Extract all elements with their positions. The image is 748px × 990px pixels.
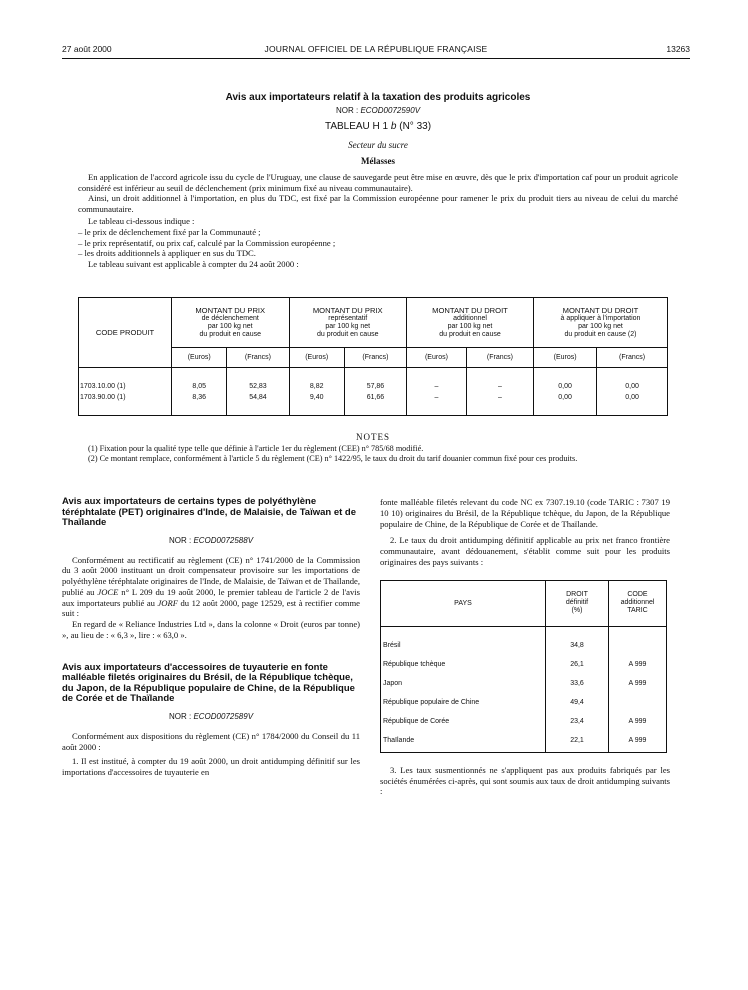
value: 8,82 [309, 382, 324, 390]
value: – [497, 393, 502, 401]
avis1-list-intro: Le tableau ci-dessous indique : [88, 216, 195, 227]
avis1-list-item: – le prix de déclenchement fixé par la Communauté ; [78, 226, 261, 237]
avis1-applicable: Le tableau suivant est applicable à compter du 24 août 2000 : [88, 258, 299, 269]
nor-label: NOR : [335, 106, 359, 115]
value: 0,00 [625, 382, 639, 390]
group-title: MONTANT DU PRIX [312, 306, 383, 315]
unit-francs: (Francs) [466, 348, 533, 368]
avis3-paragraph: 2. Le taux du droit antidumping définitif applicable au prix net franco frontière communautaire, avant dédouanement, s'établit comme suit pour les produits originaires des pays suivants : [380, 535, 670, 567]
code-value: A 999 [628, 717, 647, 725]
value-cell [407, 368, 467, 416]
group-sub: de déclenchement par 100 kg net du produit en cause [199, 315, 261, 338]
product-code: 1703.10.00 (1) [80, 382, 126, 390]
pays-row [383, 655, 543, 674]
value-cell [534, 368, 597, 416]
avis3-paragraph: fonte malléable filetés relevant du code NC ex 7307.19.10 (code TARIC : 7307 19 10 10) originaires du Brésil, de la République tchèque, du Japon, de la République populaire de Chine, de la République de Corée et de Thaïlande. [380, 497, 670, 529]
code-cell [79, 368, 172, 416]
text: du 12 août 2000, page 12529, est à rectifier comme suit : [62, 597, 360, 619]
notes-title: NOTES [356, 432, 390, 442]
avis3-paragraph: 3. Les taux susmentionnés ne s'appliquent pas aux produits fabriqués par les sociétés énumérées ci-après, qui sont soumis aux taux de droit antidumping suivants : [380, 764, 670, 797]
avis3-paragraph: Conformément aux dispositions du règlement (CE) n° 1784/2000 du Conseil du 11 août 2000 : [62, 730, 360, 752]
header-date: 27 août 2000 [62, 44, 112, 54]
pays-header [381, 580, 546, 626]
right-column [380, 497, 670, 797]
value-cell [172, 368, 227, 416]
code-header-label: CODE PRODUIT [95, 328, 155, 337]
header-label: CODE [627, 591, 648, 599]
value: 0,00 [558, 382, 572, 390]
value: 8,05 [192, 382, 207, 390]
avis1-product: Mélasses [361, 156, 395, 166]
value-cell [466, 368, 533, 416]
value-cell [344, 368, 406, 416]
group-title: MONTANT DU DROIT [562, 306, 639, 315]
table-title-b: b [390, 121, 397, 132]
droit-cell [546, 626, 609, 752]
unit-francs: (Francs) [344, 348, 406, 368]
header-label: définitif [565, 599, 589, 607]
text: n° L 209 du 19 août 2000, le premier tableau de l'article 2 de l'avis aux importateurs publié au [62, 586, 360, 608]
value: 9,40 [309, 393, 324, 401]
header-label: (%) [571, 607, 583, 615]
value: 61,66 [366, 393, 385, 401]
pays-row [383, 693, 543, 712]
group-title: MONTANT DU DROIT [432, 306, 508, 315]
left-column [62, 497, 360, 778]
value: – [434, 382, 439, 390]
header-label: additionnel [620, 599, 655, 607]
header-page-number: 13263 [666, 44, 690, 54]
droit-header [546, 580, 609, 626]
unit-euros: (Euros) [407, 348, 467, 368]
code-header [609, 580, 667, 626]
avis1-nor [78, 106, 678, 115]
value: – [497, 382, 502, 390]
code-cell [609, 626, 667, 752]
avis3-paragraph: 1. Il est institué, à compter du 19 août 2000, un droit antidumping définitif sur les importations d'accessoires de tuyauterie en [62, 756, 360, 778]
avis1-paragraph: Ainsi, un droit additionnel à l'importation, en plus du TDC, est fixé par la Commission européenne pour ramener le prix du produit tiers au niveau de celui du marché communautaire. [78, 193, 678, 214]
code-value [611, 693, 664, 712]
avis1-table-title [78, 121, 678, 132]
pays-row [383, 636, 543, 655]
pays-name: République de Corée [383, 717, 450, 725]
header-label: TARIC [627, 607, 648, 615]
value-cell [289, 368, 344, 416]
pays-row [383, 712, 543, 731]
value: 54,84 [249, 393, 267, 401]
group-sub: représentatif par 100 kg net du produit en cause [317, 315, 379, 338]
pays-name: Japon [383, 679, 403, 687]
group-title: MONTANT DU PRIX [195, 306, 266, 315]
header-rule [62, 58, 690, 59]
price-table [78, 297, 668, 416]
text: Conformément au rectificatif au règlement (CE) n° 1741/2000 de la Commission du 3 août 2000 instituant un droit compensateur provisoire sur les importations de polyéthylène téréphtalate originaires de l'Inde, de Malaisie, de Taïwan et de Thaïlande, publié au [62, 554, 360, 597]
avis1-title: Avis aux importateurs relatif à la taxation des produits agricoles [225, 92, 531, 103]
nor-code: ECOD0072588V [193, 535, 254, 545]
avis1-list-item: – les droits additionnels à appliquer en sus du TDC. [78, 248, 256, 259]
group-header [289, 298, 407, 348]
product-code: 1703.90.00 (1) [80, 393, 126, 401]
unit-francs: (Francs) [227, 348, 289, 368]
avis2-title: Avis aux importateurs de certains types de polyéthylène téréphtalate (PET) originaires d'Inde, de Malaisie, de Taïwan et de Thaïlande [62, 496, 357, 528]
pays-row [383, 674, 543, 693]
avis3-title: Avis aux importateurs d'accessoires de tuyauterie en fonte malléable filetés originaires du Brésil, de la République tchèque, du Japon, de la République populaire de Chine, de la République de Corée et de Thaïlande [62, 661, 355, 705]
nor-label: NOR : [168, 711, 192, 721]
droit-value: 34,8 [570, 641, 584, 649]
value: 57,86 [366, 382, 385, 390]
avis2-paragraph: En regard de « Reliance Industries Ltd », dans la colonne « Droit (euros par tonne) », au lieu de : « 6,3 », lire : « 63,0 ». [62, 619, 360, 641]
avis-taxation-section [78, 92, 678, 269]
droit-value: 49,4 [570, 698, 584, 706]
code-value: A 999 [628, 660, 647, 668]
value: 52,83 [249, 382, 267, 390]
group-header [407, 298, 534, 348]
pays-name: Brésil [383, 641, 401, 649]
table-title-c: (N° 33) [396, 121, 432, 132]
value: – [434, 393, 439, 401]
unit-euros: (Euros) [172, 348, 227, 368]
group-sub: à appliquer à l'importation par 100 kg net du produit en cause (2) [560, 315, 641, 338]
notes-section [78, 432, 668, 464]
group-header [172, 298, 290, 348]
header-journal: JOURNAL OFFICIEL DE LA RÉPUBLIQUE FRANÇAISE [264, 44, 488, 54]
nor-code: ECOD0072589V [193, 711, 254, 721]
avis2-paragraph [62, 555, 360, 620]
droit-value: 23,4 [570, 717, 584, 725]
droit-value: 26,1 [570, 660, 584, 668]
avis1-paragraph: En application de l'accord agricole issu du cycle de l'Uruguay, une clause de sauvegarde peut être mise en œuvre, dès que le prix d'importation caf pour un produit agricole considéré est inférieur au seuil de déclenchement (prix minimum fixé au niveau communautaire). [78, 172, 678, 193]
value-cell [227, 368, 289, 416]
header-label: PAYS [454, 599, 472, 607]
nor-code: ECOD0072590V [360, 106, 421, 115]
avis1-sector: Secteur du sucre [348, 140, 408, 150]
nor-label: NOR : [168, 535, 192, 545]
pays-name: République populaire de Chine [383, 698, 480, 706]
group-header [534, 298, 668, 348]
table-title-a: TABLEAU H 1 [324, 121, 391, 132]
pays-name: Thaïlande [383, 736, 415, 744]
pays-name: République tchèque [383, 660, 446, 668]
header-label: DROIT [566, 591, 588, 599]
avis2-nor [62, 536, 360, 545]
group-sub: additionnel par 100 kg net du produit en cause [439, 315, 501, 338]
droit-value: 22,1 [570, 736, 584, 744]
code-value [611, 636, 664, 655]
unit-francs: (Francs) [597, 348, 668, 368]
pays-table [380, 580, 667, 753]
droit-value: 33,6 [570, 679, 584, 687]
note: (2) Ce montant remplace, conformément à l'article 5 du règlement (CE) n° 1422/95, le taux du droit du tarif douanier commun fixé pour ces produits. [88, 454, 578, 463]
value: 0,00 [625, 393, 639, 401]
avis1-list-item: – le prix représentatif, ou prix caf, calculé par la Commission européenne ; [78, 237, 336, 248]
value-cell [597, 368, 668, 416]
avis3-nor [62, 712, 360, 721]
value: 0,00 [558, 393, 572, 401]
text: JORF [157, 597, 178, 608]
code-value: A 999 [628, 736, 647, 744]
unit-euros: (Euros) [289, 348, 344, 368]
unit-euros: (Euros) [534, 348, 597, 368]
code-header [79, 298, 172, 368]
text: JOCE [97, 586, 119, 597]
pays-row [383, 731, 543, 750]
note: (1) Fixation pour la qualité type telle que définie à l'article 1er du règlement (CEE) n° 785/68 modifié. [88, 444, 424, 453]
value: 8,36 [192, 393, 207, 401]
table-row [79, 368, 668, 416]
pays-cell [381, 626, 546, 752]
code-value: A 999 [628, 679, 647, 687]
